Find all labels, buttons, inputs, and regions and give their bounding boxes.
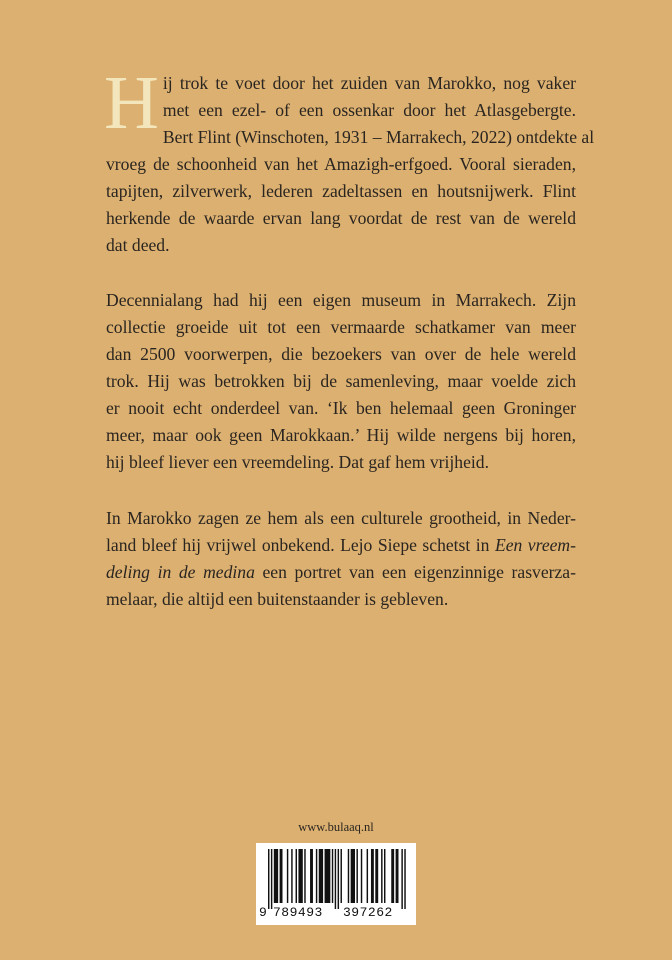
barcode-bar [351,849,355,903]
blurb-line: met een ezel- of een ossenkar door het Atlasgebergte. [162,100,576,120]
blurb-line: hij bleef liever een vreemdeling. Dat gaf hem vrijheid. [106,452,489,472]
blurb-line: vroeg de schoonheid van het Amazigh-erfgoed. Vooral sieraden, [106,154,576,174]
barcode-bar [396,849,399,903]
blurb-line: ij trok te voet door het zuiden van Marokko, nog vaker [162,73,576,93]
barcode-bar [367,849,368,903]
blurb-line: meer, maar ook geen Marokkaan.’ Hij wilde nergens bij horen, [106,425,576,445]
barcode-bar [401,849,402,909]
barcode-bar [335,849,336,909]
barcode-digits [256,905,416,921]
barcode-bar [375,849,378,903]
blurb-line-with-title [106,532,576,559]
barcode-lead-digit: 9 [259,905,267,920]
blurb-line: tapijten, zilverwerk, lederen zadeltassen en houtsnijwerk. Flint [106,181,576,201]
barcode-bar [291,849,292,903]
blurb-line-with-title [106,559,576,586]
publisher-url: www.bulaaq.nl [298,820,374,834]
barcode-bar [384,849,385,903]
barcode-bar [341,849,342,903]
blurb-paragraph-3 [106,505,576,613]
barcode-bar [304,849,305,903]
barcode-bar [319,849,323,903]
book-title-part-2: deling in de medina [106,562,255,582]
blurb-paragraph-2 [106,287,576,476]
isbn-barcode [256,843,416,925]
barcode-left-group: 789493 [273,905,323,920]
blurb-line: Decennialang had hij een eigen museum in Marrakech. Zijn [106,290,576,310]
blurb-text: land bleef hij vrijwel onbekend. Lejo Siepe schetst in [106,535,490,555]
blurb-line: melaar, die altijd een buitenstaander is gebleven. [106,589,449,609]
barcode-bar [268,849,269,909]
barcode-bar [316,849,317,903]
barcode-bar [325,849,331,903]
blurb-line: Bert Flint (Winschoten, 1931 – Marrakech, 2022) ontdekte al [162,127,595,147]
barcode-right-group: 397262 [343,905,393,920]
barcode-bar [332,849,333,903]
blurb-line: trok. Hij was betrokken bij de samenleving, maar voelde zich [106,371,576,391]
blurb-line: herkende de waarde ervan lang voordat de rest van de wereld [106,208,576,228]
blurb-paragraph-1 [104,61,595,259]
barcode-bar [361,849,362,903]
barcode-bar [310,849,313,903]
blurb-line: er nooit echt onderdeel van. ‘Ik ben helemaal geen Groninger [106,398,576,418]
barcode-bar [298,849,302,903]
blurb-text: een portret van een eigenzinnige rasverza- [262,562,576,582]
barcode-bar [356,849,357,903]
barcode-bar [271,849,272,909]
book-title-part-1: Een vreem- [494,535,576,555]
barcode-bar [404,849,405,909]
barcode-bar [296,849,297,903]
barcode-bar [287,849,288,903]
drop-cap: H [104,61,159,145]
blurb-line: collectie groeide uit tot een vermaarde schatkamer van meer [106,317,576,337]
blurb-line: dat deed. [106,235,170,255]
barcode-bar [280,849,283,903]
barcode-bar [348,849,349,903]
barcode-bar [274,849,278,903]
barcode-bar [371,849,374,903]
barcode-bar [338,849,339,909]
barcode-bar [381,849,382,903]
blurb-line: dan 2500 voorwerpen, die bezoekers van over de hele wereld [106,344,576,364]
barcode-bars [264,849,408,909]
barcode-bar [391,849,394,903]
blurb-line: In Marokko zagen ze hem als een culturele grootheid, in Neder- [106,508,576,528]
